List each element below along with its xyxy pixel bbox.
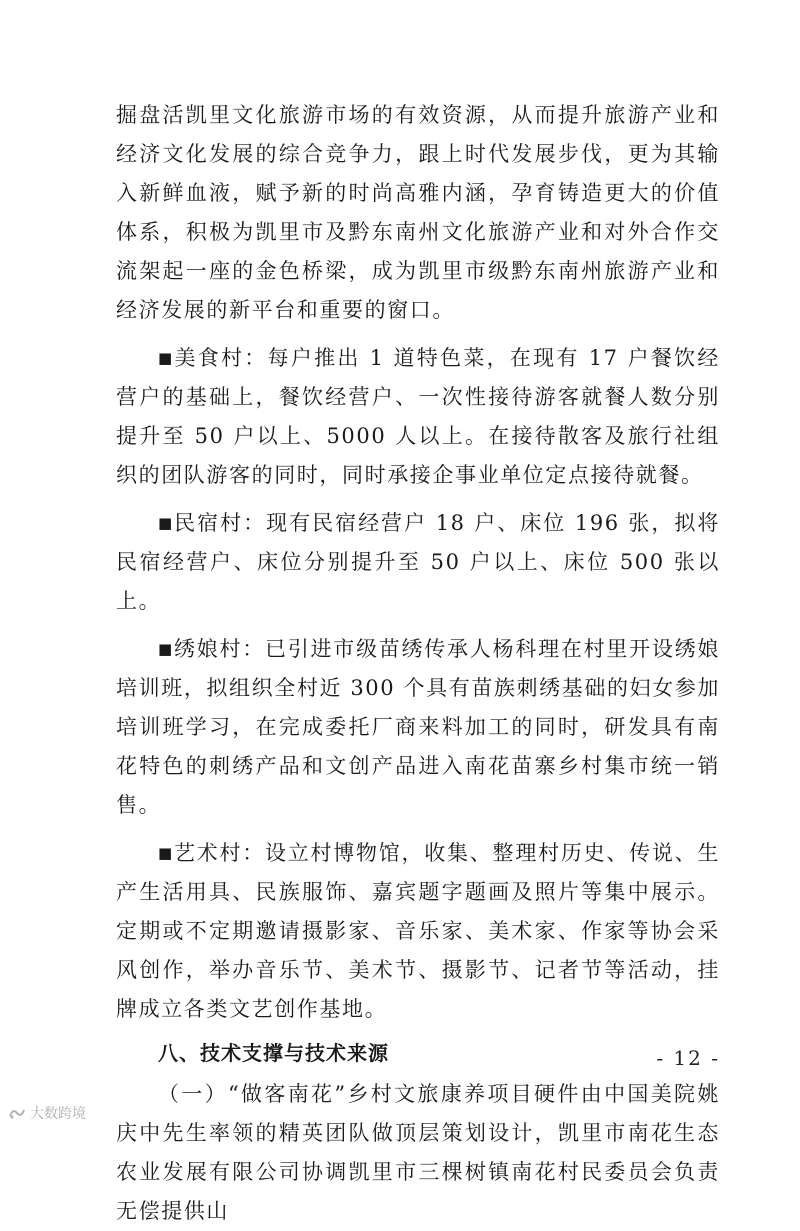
watermark-text: 大数跨境 bbox=[30, 1106, 86, 1122]
watermark-logo-icon bbox=[8, 1106, 26, 1120]
paragraph-homestay-village bbox=[116, 504, 720, 621]
paragraph-continuation: 掘盘活凯里文化旅游市场的有效资源，从而提升旅游产业和经济文化发展的综合竞争力，跟上时代发展步伐，更为其输入新鲜血液，赋予新的时尚高雅内涵，孕育铸造更大的价值体系，积极为凯里市及黔东南州文化旅游产业和对外合作交流架起一座的金色桥梁，成为凯里市级黔东南州旅游产业和经济发展的新平台和重要的窗口。 bbox=[116, 103, 720, 322]
page-number: - 12 - bbox=[656, 1046, 720, 1070]
paragraph-text: 美食村：每户推出 1 道特色菜，在现有 17 户餐饮经营户的基础上，餐饮经营户、一次性接待游客就餐人数分别提升至 50 户以上、5000 人以上。在接待散客及旅行社组织的团队游客的同时，同时承接企事业单位定点接待就餐。 bbox=[116, 346, 720, 487]
paragraph-art-village bbox=[116, 834, 720, 1029]
paragraph-food-village bbox=[116, 339, 720, 495]
bullet-marker: ■ bbox=[158, 640, 174, 658]
document-body bbox=[116, 96, 720, 1231]
paragraph-technical-support: （一）“做客南花”乡村文旅康养项目硬件由中国美院姚庆中先生率领的精英团队做顶层策划设计，凯里市南花生态农业发展有限公司协调凯里市三棵树镇南花村民委员会负责无偿提供山 bbox=[116, 1082, 720, 1223]
paragraph-text: 艺术村：设立村博物馆，收集、整理村历史、传说、生产生活用具、民族服饰、嘉宾题字题画及照片等集中展示。定期或不定期邀请摄影家、音乐家、美术家、作家等协会采风创作，举办音乐节、美术节、摄影节、记者节等活动，挂牌成立各类文艺创作基地。 bbox=[116, 841, 720, 1021]
paragraph-text: 绣娘村：已引进市级苗绣传承人杨科理在村里开设绣娘培训班，拟组织全村近 300 个具有苗族刺绣基础的妇女参加培训班学习，在完成委托厂商来料加工的同时，研发具有南花特色的刺绣产品和文创产品进入南花苗寨乡村集市统一销售。 bbox=[116, 637, 720, 817]
watermark bbox=[8, 1103, 86, 1123]
section-heading: 八、技术支撑与技术来源 bbox=[158, 1041, 389, 1065]
bullet-marker: ■ bbox=[158, 514, 175, 532]
bullet-marker: ■ bbox=[158, 349, 175, 367]
paragraph-text: 民宿村：现有民宿经营户 18 户、床位 196 张，拟将民宿经营户、床位分别提升至 50 户以上、床位 500 张以上。 bbox=[116, 511, 720, 613]
paragraph-embroidery-village bbox=[116, 630, 720, 825]
bullet-marker: ■ bbox=[158, 844, 174, 862]
